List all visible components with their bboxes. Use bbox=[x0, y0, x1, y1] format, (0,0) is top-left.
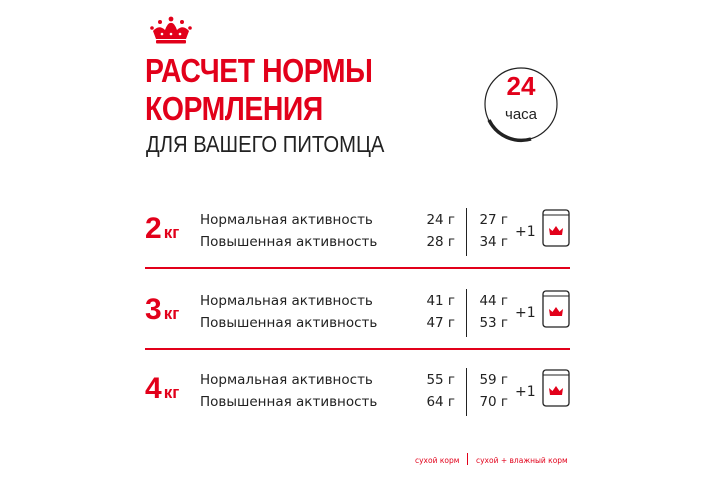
crown-icon bbox=[147, 16, 195, 46]
wet-high-value: 53 г bbox=[479, 315, 508, 331]
weight-row-2kg bbox=[145, 198, 570, 258]
weight-row-3kg bbox=[145, 279, 570, 339]
dry-normal-value: 55 г bbox=[426, 372, 455, 388]
dry-normal-value: 41 г bbox=[426, 293, 455, 309]
legend-dry-food: сухой корм bbox=[415, 456, 460, 465]
wet-normal-value: 59 г bbox=[479, 372, 508, 388]
wet-normal-value: 27 г bbox=[479, 212, 508, 228]
weight-unit: кг bbox=[163, 304, 180, 323]
wet-high-value: 34 г bbox=[479, 234, 508, 250]
pouch-count: +1 bbox=[515, 384, 536, 400]
activity-high-label: Повышенная активность bbox=[200, 394, 378, 410]
activity-high-label: Повышенная активность bbox=[200, 315, 378, 331]
wet-normal-value: 44 г bbox=[479, 293, 508, 309]
pouch-icon bbox=[540, 289, 572, 329]
legend-divider bbox=[467, 453, 468, 465]
column-divider bbox=[466, 368, 467, 416]
hours-unit: часа bbox=[505, 106, 537, 123]
dry-high-value: 64 г bbox=[426, 394, 455, 410]
weight-row-4kg bbox=[145, 358, 570, 418]
row-divider bbox=[145, 267, 570, 269]
column-divider bbox=[466, 289, 467, 337]
weight-unit: кг bbox=[163, 383, 180, 402]
dry-high-value: 47 г bbox=[426, 315, 455, 331]
title-line-2: КОРМЛЕНИЯ bbox=[145, 90, 323, 127]
weight-value: 4 bbox=[145, 372, 162, 405]
pouch-count: +1 bbox=[515, 305, 536, 321]
page-title bbox=[145, 52, 372, 128]
legend-dry-wet-food: сухой + влажный корм bbox=[476, 456, 568, 465]
row-divider bbox=[145, 348, 570, 350]
hours-badge bbox=[481, 62, 561, 146]
title-line-1: РАСЧЕТ НОРМЫ bbox=[145, 52, 373, 89]
activity-normal-label: Нормальная активность bbox=[200, 293, 373, 309]
dry-high-value: 28 г bbox=[426, 234, 455, 250]
activity-normal-label: Нормальная активность bbox=[200, 372, 373, 388]
weight-label bbox=[145, 293, 179, 327]
pouch-icon bbox=[540, 208, 572, 248]
weight-label bbox=[145, 372, 179, 406]
weight-label bbox=[145, 212, 179, 246]
page-subtitle: ДЛЯ ВАШЕГО ПИТОМЦА bbox=[146, 131, 385, 157]
dry-normal-value: 24 г bbox=[426, 212, 455, 228]
hours-number: 24 bbox=[506, 71, 536, 101]
activity-normal-label: Нормальная активность bbox=[200, 212, 373, 228]
column-divider bbox=[466, 208, 467, 256]
weight-unit: кг bbox=[163, 223, 180, 242]
pouch-icon bbox=[540, 368, 572, 408]
activity-high-label: Повышенная активность bbox=[200, 234, 378, 250]
pouch-count: +1 bbox=[515, 224, 536, 240]
wet-high-value: 70 г bbox=[479, 394, 508, 410]
weight-value: 2 bbox=[145, 212, 162, 245]
weight-value: 3 bbox=[145, 293, 162, 326]
